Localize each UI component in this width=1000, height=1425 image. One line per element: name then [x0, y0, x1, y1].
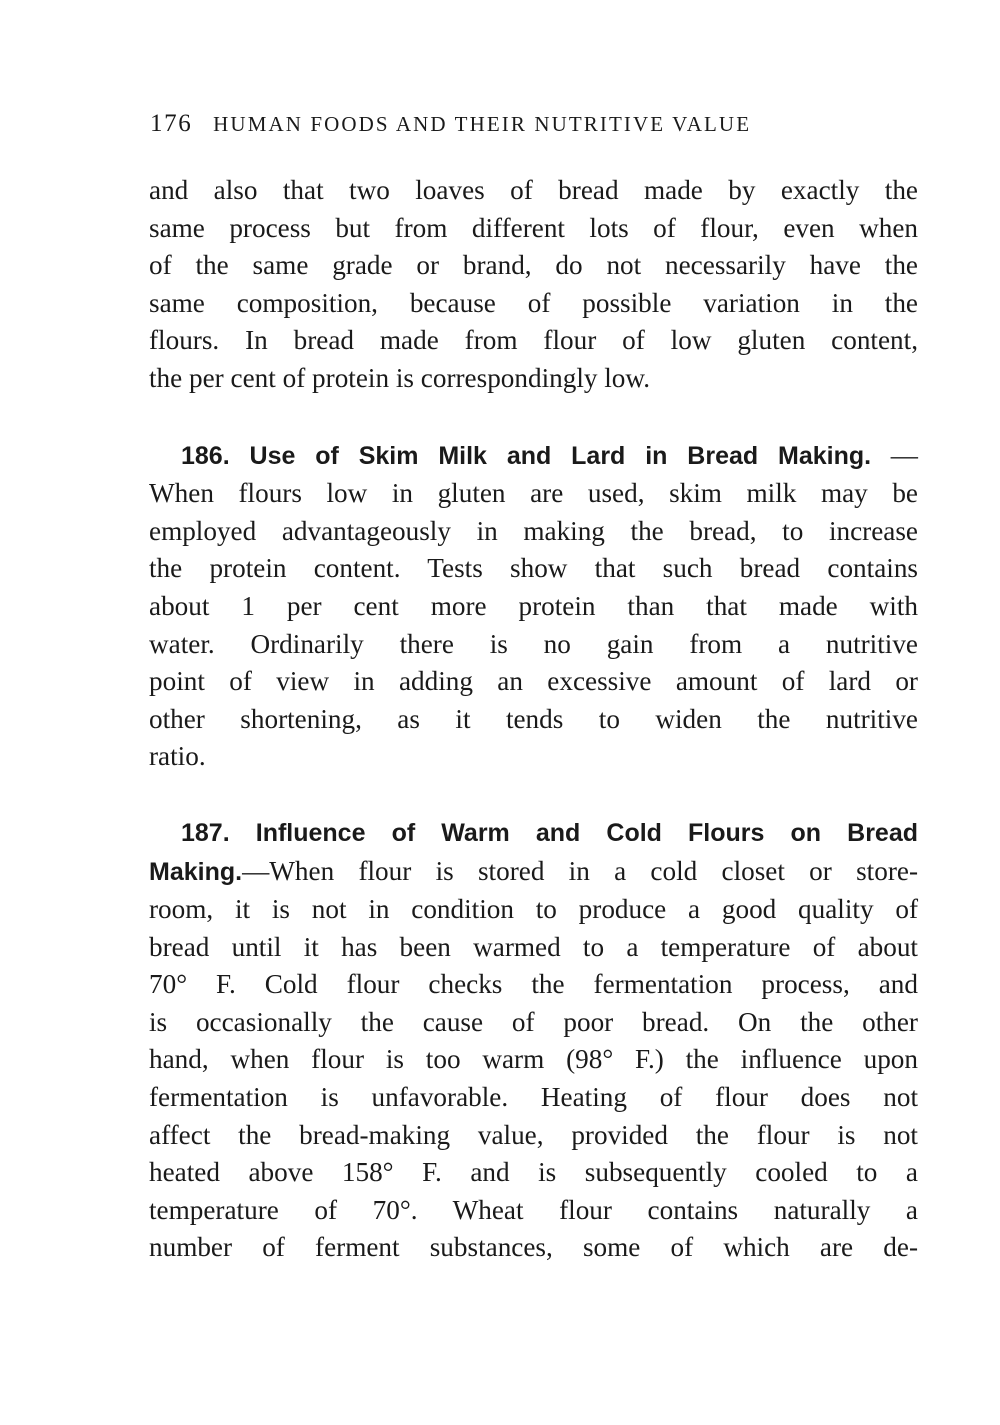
heading-dash: —: [871, 439, 918, 470]
text-line: the protein content. Tests show that such bread contains: [149, 553, 918, 584]
text-line: ratio.: [149, 741, 206, 772]
text-line: number of ferment substances, some of which are de-: [149, 1232, 918, 1263]
text-line: fermentation is unfavorable. Heating of flour does not: [149, 1082, 918, 1113]
text-line: and also that two loaves of bread made by exactly the: [149, 175, 918, 205]
section-heading-line: [149, 853, 918, 892]
page-body: [149, 172, 918, 1267]
text-line: is occasionally the cause of poor bread. On the other: [149, 1006, 918, 1037]
text-line: of the same grade or brand, do not necessarily have the: [149, 250, 918, 281]
text-line: employed advantageously in making the bread, to increase: [149, 515, 918, 546]
text-line: about 1 per cent more protein than that made with: [149, 590, 918, 621]
text-line: —When flour is stored in a cold closet or store-: [242, 855, 918, 886]
text-line: flours. In bread made from flour of low gluten content,: [149, 325, 918, 356]
page-number: 176: [150, 110, 193, 137]
paragraph-continuation: [149, 172, 918, 398]
text-line: same process but from different lots of flour, even when: [149, 212, 918, 243]
text-line: hand, when flour is too warm (98° F.) the influence upon: [149, 1044, 918, 1075]
text-line: same composition, because of possible variation in the: [149, 287, 918, 318]
section-heading: 186. Use of Skim Milk and Lard in Bread Making.: [181, 441, 872, 470]
text-line: When flours low in gluten are used, skim milk may be: [149, 478, 918, 509]
text-line: other shortening, as it tends to widen the nutritive: [149, 703, 918, 734]
text-line: the per cent of protein is correspondingly low.: [149, 362, 651, 393]
text-line: bread until it has been warmed to a temperature of about: [149, 931, 918, 962]
section-heading: 187. Influence of Warm and Cold Flours on Bread: [181, 818, 918, 847]
text-line: heated above 158° F. and is subsequently cooled to a: [149, 1157, 918, 1188]
text-line: temperature of 70°. Wheat flour contains naturally a: [149, 1194, 918, 1225]
text-line: point of view in adding an excessive amount of lard or: [149, 666, 918, 697]
text-line: 70° F. Cold flour checks the fermentation process, and: [149, 969, 918, 1000]
text-line: water. Ordinarily there is no gain from a nutritive: [149, 628, 918, 659]
section-187: [149, 815, 918, 1267]
running-title: HUMAN FOODS AND THEIR NUTRITIVE VALUE: [213, 112, 752, 136]
running-header: [150, 110, 920, 138]
section-heading-continued: Making.: [149, 857, 243, 886]
text-line: room, it is not in condition to produce a good quality of: [149, 894, 918, 925]
section-heading-line: [149, 437, 918, 476]
section-186: [149, 437, 918, 776]
text-line: affect the bread-making value, provided the flour is not: [149, 1119, 918, 1150]
